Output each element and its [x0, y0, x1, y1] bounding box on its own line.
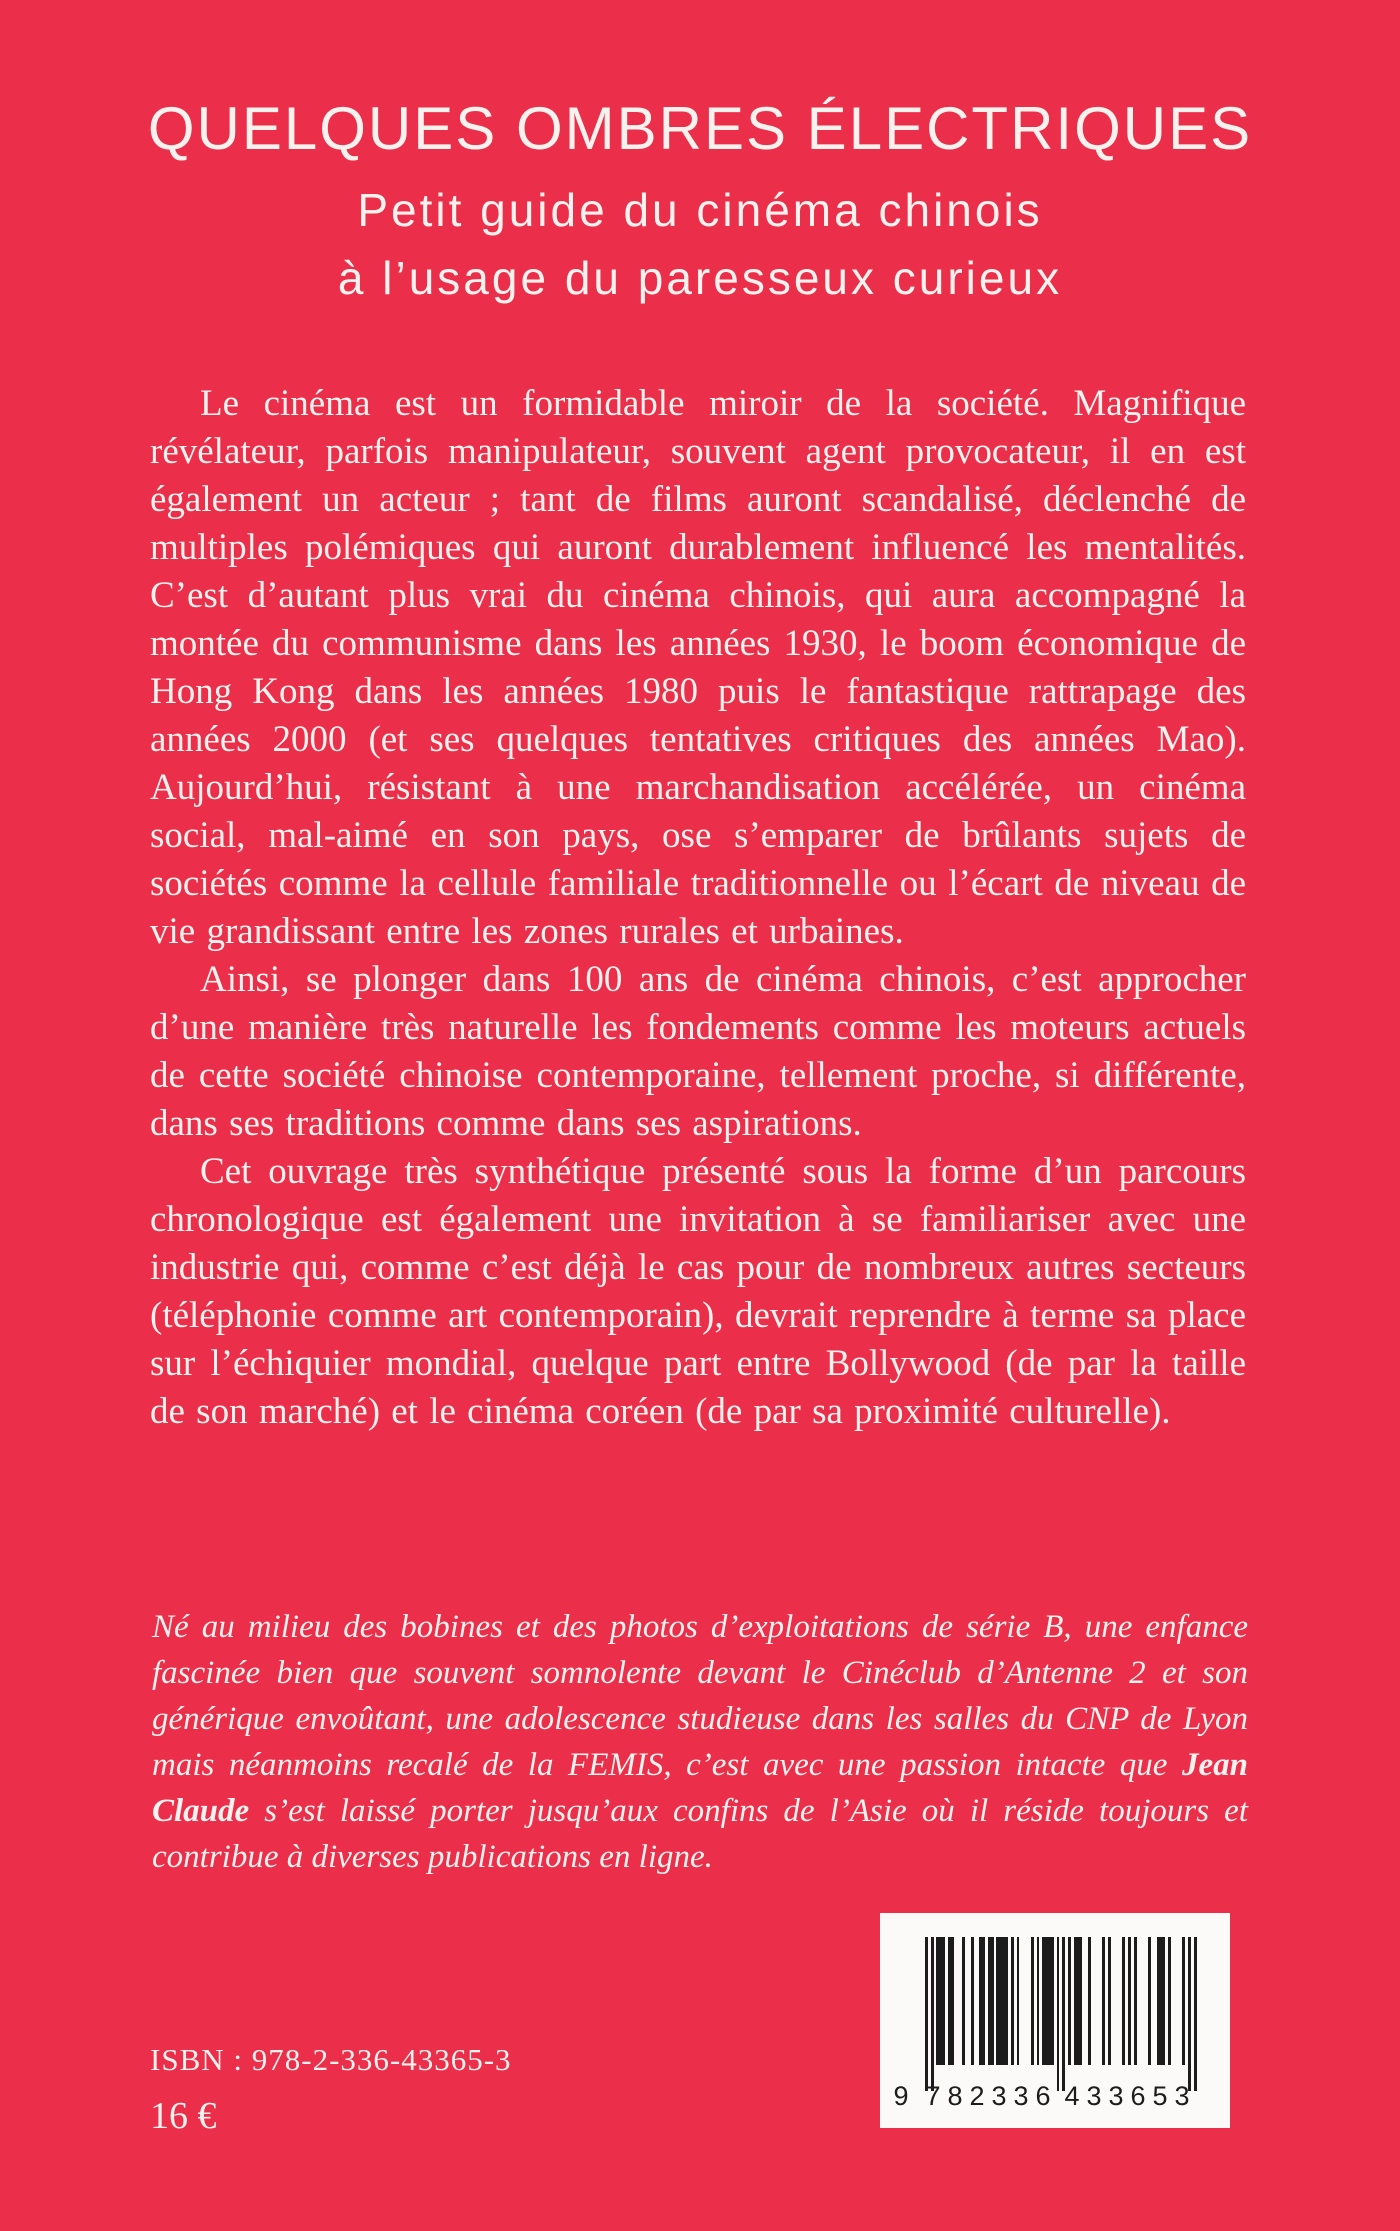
subtitle-line-2: à l’usage du paresseux curieux [337, 252, 1063, 304]
barcode-digits-left: 782336 [925, 2081, 1058, 2111]
bio-text-after: s’est laissé porter jusqu’aux confins de l’Asie où il réside toujours et contribue à diverses publications en ligne. [152, 1793, 1248, 1875]
author-bio [152, 1604, 1248, 1880]
barcode-bars [925, 1937, 1197, 2091]
barcode-digits-right: 433653 [1064, 2081, 1197, 2111]
barcode-digits [880, 2081, 1200, 2112]
book-subtitle [0, 176, 1400, 312]
price-text: 16 € [150, 2095, 217, 2137]
synopsis-paragraph-3: Cet ouvrage très synthétique présenté sous la forme d’un parcours chronologique est également une invitation à se familiariser avec une industrie qui, comme c’est déjà le cas pour de nombreux autres secteurs (téléphonie comme art contemporain), devrait reprendre à terme sa place sur l’échiquier mondial, quelque part entre Bollywood (de par la taille de son marché) et le cinéma coréen (de par sa proximité culturelle). [150, 1151, 1246, 1432]
barcode-digit-first: 9 [893, 2081, 909, 2111]
synopsis-paragraph-1: Le cinéma est un formidable miroir de la société. Magnifique révélateur, parfois manipulateur, souvent agent provocateur, il en est également un acteur ; tant de films auront scandalisé, déclenché de multiples polémiques qui auront durablement influencé les mentalités. C’est d’autant plus vrai du cinéma chinois, qui aura accompagné la montée du communisme dans les années 1930, le boom économique de Hong Kong dans les années 1980 puis le fantastique rattrapage des années 2000 (et ses quelques tentatives critiques des années Mao). Aujourd’hui, résistant à une marchandisation accélérée, un cinéma social, mal-aimé en son pays, ose s’emparer de brûlants sujets de sociétés comme la cellule familiale traditionnelle ou l’écart de niveau de vie grandissant entre les zones rurales et urbaines. [150, 383, 1246, 952]
bio-text-before: Né au milieu des bobines et des photos d’exploitations de série B, une enfance fascinée bien que souvent somnolente devant le Cinéclub d’Antenne 2 et son générique envoûtant, une adolescence studieuse dans les salles du CNP de Lyon mais néanmoins recalé de la FEMIS, c’est avec une passion intacte que [152, 1609, 1248, 1783]
subtitle-line-1: Petit guide du cinéma chinois [357, 184, 1043, 236]
barcode [880, 1913, 1230, 2128]
barcode-module [1194, 1937, 1197, 2091]
book-title: QUELQUES OMBRES ÉLECTRIQUES [147, 95, 1253, 162]
isbn-text: ISBN : 978-2-336-43365-3 [150, 2042, 512, 2077]
author-name: Jean Claude [152, 1747, 1248, 1829]
synopsis-paragraph-2: Ainsi, se plonger dans 100 ans de cinéma chinois, c’est approcher d’une manière très naturelle les fondements comme les moteurs actuels de cette société chinoise contemporaine, tellement proche, si différente, dans ses traditions comme dans ses aspirations. [150, 959, 1246, 1144]
synopsis-text [150, 380, 1246, 1436]
